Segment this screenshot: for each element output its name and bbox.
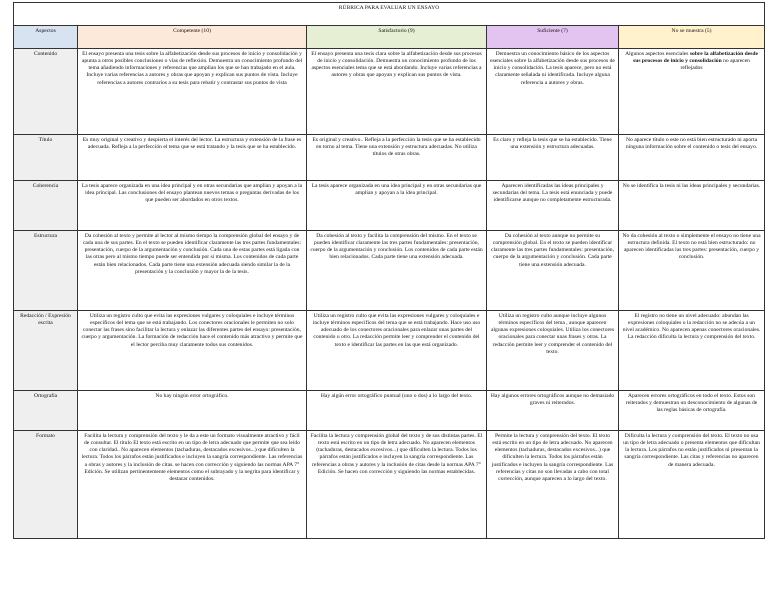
aspect-cell: Redacción / Expresión escrita [14, 311, 78, 391]
cell-text: Algunos aspectos esenciales [625, 51, 690, 57]
criteria-cell: No hay ningún error ortográfico. [78, 391, 307, 431]
criteria-cell: Da cohesión al texto aunque no permite su comprensión global. En el texto se pueden identificar claramente las tres partes fundamentales: presentación, cuerpo de la argumentación y conclusión. Cada parte tiene una extensión adecuada. [487, 231, 619, 311]
criteria-cell: Utiliza un registro culto que evita las expresiones vulgares y coloquiales e incluye términos específicos del tema que se está trabajando. Los conectores oracionales le permiten no solo conectar las frases sino facilitar la lectura y enlazar las diferentes partes del ensayo: presentación, cuerpo y argumentación. La formación de redacción hace el contenido más atractivo y permite que el lector perciba muy claramente todos sus contenidos. [78, 311, 307, 391]
criteria-cell: Es claro y refleja la tesis que se ha establecido. Tiene una extensión y estructura adecuadas. [487, 135, 619, 181]
table-row [14, 231, 765, 311]
criteria-cell: Aparecen identificadas las ideas principales y secundarias del tema. La tesis está enunciada y puede identificarse aunque no completamente estructurada. [487, 181, 619, 231]
criteria-cell: No da cohesión al texto o simplemente el ensayo no tiene una estructura definida. El texto no está bien estructurado: no aparecen identificadas las tres partes: presentación, cuerpo y conclusión. [619, 231, 765, 311]
criteria-cell: La tesis aparece organizada en una idea principal y en otras secundarias que amplían y apoyan a la idea principal. [307, 181, 487, 231]
criteria-cell: Permite la lectura y comprensión del texto. El texto está escrito en un tipo de letra adecuado. No aparecen elementos (tachaduras, destacados excesivos...) que dificulten la lectura. Todos los párrafos están justificados e incluyen la sangría correspondiente. Las referencias y citas no son llevadas a cabo con total corrección, aunque aparecen a lo largo del texto. [487, 431, 619, 539]
header-no-muestra: No se muestra (5) [619, 26, 765, 49]
aspect-cell: Coherencia [14, 181, 78, 231]
aspect-cell: Contenido [14, 49, 78, 135]
table-row [14, 181, 765, 231]
cell-text: no aparecen reflejados [680, 58, 750, 72]
criteria-cell: Hay algunos errores ortográficos aunque no demasiado graves ni reiterados. [487, 391, 619, 431]
rubric-title: RÚBRICA PARA EVALUAR UN ENSAYO [14, 3, 765, 26]
criteria-cell: Es original y creativo.. Refleja a la perfección la tesis que se ha establecido en torno al tema. Tiene una extensión y estructura adecuadas. No utiliza títulos de otras obras. [307, 135, 487, 181]
aspect-cell: Estructura [14, 231, 78, 311]
criteria-cell: Facilita la lectura y comprensión del texto y le da a este un formato visualmente atractivo y fácil de consultar. El título El texto está escrito en un tipo de letra adecuado que permite que sea leído con claridad.. No aparecen elementos (tachaduras, destacados excesivos...) que dificulten la lectura. Todos los párrafos están justificados e incluyen la sangría correspondiente. Las referencias a obras y autores y la inclusión de citas. se hacen con corrección y siguiendo las normas APA 7° Edición. Se utilizan pertinentemente elementos como el subrayado y la negrita para identificar y destacar contenidos. [78, 431, 307, 539]
cell-text-bold: sobre la alfabetización desde sus procesos de inicio y consolidación [633, 51, 758, 65]
criteria-cell: Aparecen errores ortográficos en todo el texto. Estos son reiterados y demuestran un desconocimiento de algunas de las reglas básicas de ortografía. [619, 391, 765, 431]
criteria-cell: Da cohesión al texto y facilita la comprensión del mismo. En el texto se pueden identificar claramente las tres partes fundamentales: presentación, cuerpo de la argumentación y conclusión. Los contenidos de cada parte están bien relacionados. Cada parte tiene una extensión adecuada. [307, 231, 487, 311]
criteria-cell: El registro no tiene un nivel adecuado: abundan las expresiones coloquiales o la redacción no se adecúa a un nivel académico. No aparecen apenas conectores oracionales. La redacción dificulta la lectura y comprensión del texto. [619, 311, 765, 391]
header-row [14, 26, 765, 49]
header-satisfactorio: Satisfactorio (9) [307, 26, 487, 49]
table-row [14, 135, 765, 181]
criteria-cell: El ensayo presenta una tesis sobre la alfabetización desde sus procesos de inicio y consolidación y apunta a otros posibles conclusiones o vías de reflexión. Demuestra un conocimiento profundo del tema añadiendo informaciones y referencias que amplían los que se han trabajado en el aula. Incluye varias referencias a autores y obras que apoyan y explican sus puntos de vista. Incluye referencias a autores contrarios a su tesis para rebatir y contrastar sus puntos de vista [78, 49, 307, 135]
rubric-table [13, 2, 765, 539]
criteria-cell: Hay algún error ortográfico puntual (uno o dos) a lo largo del texto. [307, 391, 487, 431]
table-row [14, 311, 765, 391]
header-aspect: Aspectos [14, 26, 78, 49]
table-row [14, 391, 765, 431]
criteria-cell: Da cohesión al texto y permite al lector al mismo tiempo la comprensión global del ensayo y de cada una de sus partes. En el texto se pueden identificar claramente las tres partes fundamentales: presentación, cuerpo de la argumentación y conclusión. Cada una de estas partes está ligada con las otras pero al mismo tiempo puede ser entendida por sí misma. Los contenidos de cada parte están bien relacionados. Cada parte tiene una extensión adecuada siendo similar la de la presentación y la conclusión y mayor la de la tesis. [78, 231, 307, 311]
criteria-cell: Es muy original y creativo y despierta el interés del lector. La estructura y extensión de la frase es adecuada. Refleja a la perfección el tema que se está tratando y la tesis que se ha establecido. [78, 135, 307, 181]
criteria-cell: Facilita la lectura y comprensión global del texto y de sus distintas partes. El texto está escrito en un tipo de letra adecuado. No aparecen elementos (tachaduras, destacados excesivos...) que dificulten la lectura. Todos los párrafos están justificados e incluyen la sangría correspondiente. Las referencias a obras y autores y la inclusión de citas desde la normas APA 7° Edición. Se hacen con corrección y siguiendo las normas establecidas. [307, 431, 487, 539]
criteria-cell: Demuestra un conocimiento básico de los aspectos esenciales sobre la alfabetización desde sus procesos de inicio y consolidación. La tesis aparece, pero no está claramente señalada ni identificada. Incluye alguna referencia a autores y obras. [487, 49, 619, 135]
criteria-cell [619, 49, 765, 135]
criteria-cell: No se identifica la tesis ni las ideas principales y secundarias. [619, 181, 765, 231]
criteria-cell: Utiliza un registro culto que evita las expresiones vulgares y coloquiales e incluye términos específicos del tema que se está trabajando. Hace uso uso adecuado de los conectores oracionales para enlazar unas partes del contenido u otro. La redacción permite leer y comprender el contenido del texto e identificar las partes en las que está organizado. [307, 311, 487, 391]
aspect-cell: Formato [14, 431, 78, 539]
criteria-cell: El ensayo presenta una tesis clara sobre la alfabetización desde sus procesos de inicio y consolidación. Demuestra un conocimiento profundo de los aspectos esenciales tema que se está abordando. Incluye varias referencias a autores y obras que apoyan y explican sus puntos de vista. [307, 49, 487, 135]
header-competente: Competente (10) [78, 26, 307, 49]
header-suficiente: Suficiente (7) [487, 26, 619, 49]
criteria-cell: No aparece título o este no está bien estructurado ni aporta ninguna información sobre el contenido o tesis del ensayo. [619, 135, 765, 181]
table-row [14, 49, 765, 135]
criteria-cell: Dificulta la lectura y comprensión del texto. El texto no usa un tipo de letra adecuado o presenta elementos que dificultan la lectura. Los párrafos no están justificados ni presentan la sangría correspondiente. Las citas y referencias no aparecen de manera adecuada. [619, 431, 765, 539]
table-row [14, 431, 765, 539]
title-row [14, 3, 765, 26]
aspect-cell: Título [14, 135, 78, 181]
aspect-cell: Ortografía [14, 391, 78, 431]
criteria-cell: Utiliza un registro culto aunque incluye algunos términos específicos del tema , aunque aparecen algunas expresiones coloquiales. Utiliza los conectores oracionales para conectar unas frases y otras. La redacción permite leer y comprender el contenido del texto. [487, 311, 619, 391]
criteria-cell: La tesis aparece organizada en una idea principal y en otras secundarias que amplían y apoyan a la idea principal. Las conclusiones del ensayo plantean nuevos temas o preguntas derivadas de los que pueden ser abordados en otros textos. [78, 181, 307, 231]
